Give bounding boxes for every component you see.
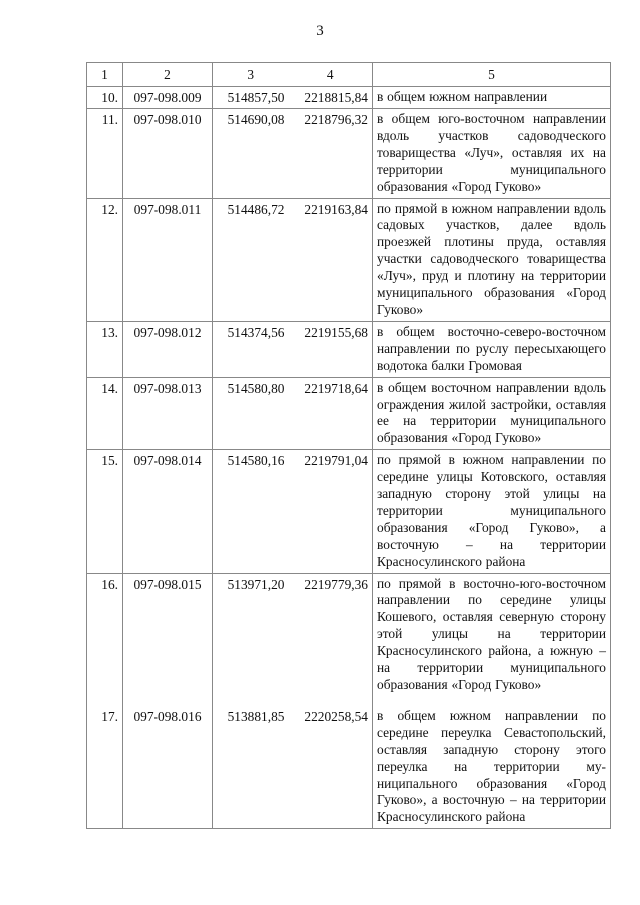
coordinate-y: 2219718,64 — [289, 377, 373, 450]
table-row — [87, 198, 611, 321]
row-number: 17. — [87, 696, 123, 829]
page-number: 3 — [316, 23, 324, 39]
table-row — [87, 573, 611, 696]
table-row — [87, 321, 611, 377]
boundary-description: в общем восточно-северо-восточном направлении по руслу пересыхающего водотока балки Громовая — [373, 321, 611, 377]
coordinate-y: 2219779,36 — [289, 573, 373, 696]
boundary-description: в общем южном направлении по середине переулка Севастопольский, оставляя западную сторону этого переулка на территории муниципального образования «Город Гуково», а восточную – на территории Красносулинского района — [373, 696, 611, 829]
table-row — [87, 87, 611, 109]
boundary-description: в общем южном направлении — [373, 87, 611, 109]
table-row — [87, 450, 611, 573]
row-number: 11. — [87, 109, 123, 199]
coordinate-y: 2219791,04 — [289, 450, 373, 573]
point-code: 097-098.009 — [123, 87, 213, 109]
coordinate-x: 513881,85 — [213, 696, 289, 829]
column-header-number: 1 — [87, 63, 123, 87]
boundary-description: в общем восточном направлении вдоль ограждения жилой застройки, оставляя ее на территории муниципального образования «Город Гуково» — [373, 377, 611, 450]
boundary-description: в общем юго-восточном направлении вдоль участков садоводческого товарищества «Луч», оставляя их на территории муниципального образования «Город Гуково» — [373, 109, 611, 199]
point-code: 097-098.015 — [123, 573, 213, 696]
coordinate-x: 514486,72 — [213, 198, 289, 321]
coordinate-x: 514580,80 — [213, 377, 289, 450]
table-row — [87, 696, 611, 829]
row-number: 10. — [87, 87, 123, 109]
column-header-y: 4 — [289, 63, 373, 87]
table-header-row — [87, 63, 611, 87]
coordinate-y: 2220258,54 — [289, 696, 373, 829]
point-code: 097-098.013 — [123, 377, 213, 450]
coordinate-x: 514857,50 — [213, 87, 289, 109]
column-header-x: 3 — [213, 63, 289, 87]
point-code: 097-098.012 — [123, 321, 213, 377]
coordinate-x: 514690,08 — [213, 109, 289, 199]
point-code: 097-098.010 — [123, 109, 213, 199]
boundary-description: по прямой в восточно-юго-восточном направлении по середине улицы Кошевого, оставляя северную сторону этой улицы на территории Красносулинского района, а южную – на территории муниципального образования «Город Гуково» — [373, 573, 611, 696]
point-code: 097-098.014 — [123, 450, 213, 573]
coordinate-y: 2218815,84 — [289, 87, 373, 109]
table-row — [87, 109, 611, 199]
row-number: 14. — [87, 377, 123, 450]
coordinate-x: 514374,56 — [213, 321, 289, 377]
coordinate-y: 2219155,68 — [289, 321, 373, 377]
point-code: 097-098.016 — [123, 696, 213, 829]
coordinate-y: 2218796,32 — [289, 109, 373, 199]
column-header-point-code: 2 — [123, 63, 213, 87]
boundary-description: по прямой в южном направлении по середине улицы Котовского, оставляя западную сторону этой улицы на территории муниципального образования «Город Гуково», а восточную – на территории Красносулинского района — [373, 450, 611, 573]
coordinate-x: 513971,20 — [213, 573, 289, 696]
row-number: 13. — [87, 321, 123, 377]
boundary-table — [86, 62, 611, 829]
boundary-description: по прямой в южном направлении вдоль садовых участков, далее вдоль проезжей плотины пруда, оставляя участки садоводческого товарищества «Луч», пруд и плотину на территории муниципального образования «Город Гуково» — [373, 198, 611, 321]
table-row — [87, 377, 611, 450]
point-code: 097-098.011 — [123, 198, 213, 321]
row-number: 15. — [87, 450, 123, 573]
row-number: 16. — [87, 573, 123, 696]
column-header-description: 5 — [373, 63, 611, 87]
row-number: 12. — [87, 198, 123, 321]
coordinate-y: 2219163,84 — [289, 198, 373, 321]
coordinate-x: 514580,16 — [213, 450, 289, 573]
